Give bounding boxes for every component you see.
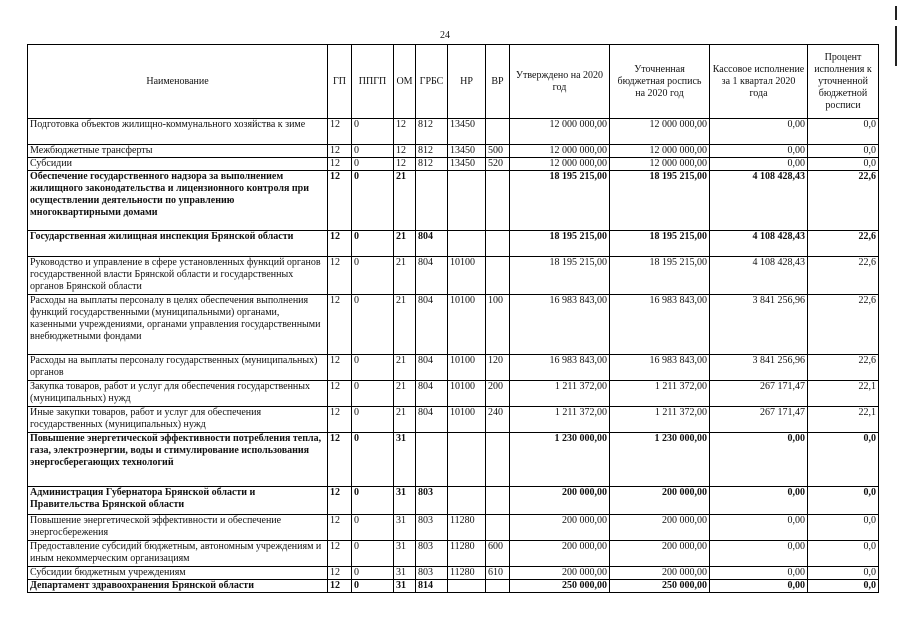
cell-np: 10100 <box>448 257 486 295</box>
table-row <box>28 381 879 407</box>
cell-grbs: 803 <box>416 541 448 567</box>
cell-ppgp: 0 <box>352 158 394 171</box>
table-row <box>28 257 879 295</box>
cell-ppgp: 0 <box>352 171 394 231</box>
cell-np <box>448 580 486 593</box>
cell-name: Руководство и управление в сфере установленных функций органов государственной власти Брянской области и государственных органов Брянской области <box>28 257 328 295</box>
cell-refined: 18 195 215,00 <box>610 171 710 231</box>
cell-percent: 22,6 <box>808 295 879 355</box>
cell-ppgp: 0 <box>352 580 394 593</box>
table-row <box>28 119 879 145</box>
cell-percent: 22,6 <box>808 257 879 295</box>
header-vr: ВР <box>486 45 510 119</box>
cell-grbs: 804 <box>416 257 448 295</box>
table-row <box>28 515 879 541</box>
cell-om: 31 <box>394 541 416 567</box>
cell-om: 21 <box>394 355 416 381</box>
cell-np: 10100 <box>448 381 486 407</box>
cell-grbs: 804 <box>416 381 448 407</box>
cell-approved: 1 230 000,00 <box>510 433 610 487</box>
cell-np <box>448 231 486 257</box>
cell-gp: 12 <box>328 487 352 515</box>
cell-gp: 12 <box>328 295 352 355</box>
cell-om: 21 <box>394 171 416 231</box>
cell-refined: 200 000,00 <box>610 567 710 580</box>
cell-gp: 12 <box>328 567 352 580</box>
cell-percent: 22,6 <box>808 231 879 257</box>
cell-om: 31 <box>394 567 416 580</box>
cell-np: 13450 <box>448 158 486 171</box>
cell-approved: 200 000,00 <box>510 567 610 580</box>
cell-np: 11280 <box>448 541 486 567</box>
cell-name: Повышение энергетической эффективности и обеспечение энергосбережения <box>28 515 328 541</box>
cell-om: 31 <box>394 487 416 515</box>
header-approved: Утверждено на 2020 год <box>510 45 610 119</box>
cell-np <box>448 487 486 515</box>
cell-om: 21 <box>394 407 416 433</box>
header-percent: Процент исполнения к уточненной бюджетной росписи <box>808 45 879 119</box>
cell-approved: 200 000,00 <box>510 541 610 567</box>
cell-percent: 22,1 <box>808 407 879 433</box>
cell-approved: 1 211 372,00 <box>510 407 610 433</box>
cell-om: 31 <box>394 433 416 487</box>
table-row <box>28 171 879 231</box>
cell-gp: 12 <box>328 171 352 231</box>
cell-om: 31 <box>394 515 416 541</box>
cell-cash: 0,00 <box>710 515 808 541</box>
cell-refined: 16 983 843,00 <box>610 355 710 381</box>
cell-np: 13450 <box>448 145 486 158</box>
cell-vr: 240 <box>486 407 510 433</box>
budget-table <box>27 44 879 593</box>
table-header-row <box>28 45 879 119</box>
cell-grbs <box>416 171 448 231</box>
cell-ppgp: 0 <box>352 407 394 433</box>
cell-np: 11280 <box>448 515 486 541</box>
cell-np <box>448 171 486 231</box>
cell-vr: 520 <box>486 158 510 171</box>
cell-cash: 3 841 256,96 <box>710 295 808 355</box>
cell-name: Иные закупки товаров, работ и услуг для обеспечения государственных (муниципальных) нужд <box>28 407 328 433</box>
cell-approved: 12 000 000,00 <box>510 119 610 145</box>
cell-vr: 500 <box>486 145 510 158</box>
cell-ppgp: 0 <box>352 487 394 515</box>
table-row <box>28 295 879 355</box>
scan-edge-mark <box>895 26 897 66</box>
cell-grbs: 804 <box>416 295 448 355</box>
cell-ppgp: 0 <box>352 295 394 355</box>
cell-gp: 12 <box>328 381 352 407</box>
table-row <box>28 158 879 171</box>
cell-name: Департамент здравоохранения Брянской области <box>28 580 328 593</box>
table-row <box>28 580 879 593</box>
cell-grbs: 803 <box>416 487 448 515</box>
cell-ppgp: 0 <box>352 381 394 407</box>
cell-ppgp: 0 <box>352 231 394 257</box>
cell-vr: 200 <box>486 381 510 407</box>
cell-gp: 12 <box>328 355 352 381</box>
cell-name: Расходы на выплаты персоналу в целях обеспечения выполнения функций государственными (муниципальными) органами, казенными учреждениями, органами управления государственными внебюджетными фондами <box>28 295 328 355</box>
cell-refined: 250 000,00 <box>610 580 710 593</box>
cell-name: Закупка товаров, работ и услуг для обеспечения государственных (муниципальных) нужд <box>28 381 328 407</box>
cell-vr <box>486 433 510 487</box>
cell-grbs: 804 <box>416 231 448 257</box>
cell-refined: 12 000 000,00 <box>610 158 710 171</box>
cell-cash: 3 841 256,96 <box>710 355 808 381</box>
cell-vr <box>486 580 510 593</box>
cell-refined: 200 000,00 <box>610 541 710 567</box>
cell-percent: 0,0 <box>808 487 879 515</box>
cell-cash: 0,00 <box>710 567 808 580</box>
cell-om: 21 <box>394 295 416 355</box>
cell-refined: 1 211 372,00 <box>610 381 710 407</box>
cell-vr: 600 <box>486 541 510 567</box>
cell-name: Межбюджетные трансферты <box>28 145 328 158</box>
header-cash: Кассовое исполнение за 1 квартал 2020 года <box>710 45 808 119</box>
cell-name: Государственная жилищная инспекция Брянской области <box>28 231 328 257</box>
cell-approved: 12 000 000,00 <box>510 158 610 171</box>
cell-om: 21 <box>394 257 416 295</box>
header-om: ОМ <box>394 45 416 119</box>
cell-percent: 0,0 <box>808 158 879 171</box>
cell-refined: 18 195 215,00 <box>610 231 710 257</box>
cell-cash: 267 171,47 <box>710 381 808 407</box>
cell-name: Администрация Губернатора Брянской области и Правительства Брянской области <box>28 487 328 515</box>
cell-ppgp: 0 <box>352 119 394 145</box>
cell-gp: 12 <box>328 541 352 567</box>
header-gp: ГП <box>328 45 352 119</box>
cell-cash: 0,00 <box>710 541 808 567</box>
cell-cash: 0,00 <box>710 433 808 487</box>
cell-cash: 0,00 <box>710 580 808 593</box>
cell-gp: 12 <box>328 231 352 257</box>
cell-name: Предоставление субсидий бюджетным, автономным учреждениям и иным некоммерческим организациям <box>28 541 328 567</box>
cell-percent: 22,6 <box>808 171 879 231</box>
cell-grbs: 803 <box>416 515 448 541</box>
cell-percent: 0,0 <box>808 580 879 593</box>
cell-name: Подготовка объектов жилищно-коммунального хозяйства к зиме <box>28 119 328 145</box>
cell-approved: 16 983 843,00 <box>510 295 610 355</box>
cell-refined: 200 000,00 <box>610 487 710 515</box>
cell-approved: 18 195 215,00 <box>510 231 610 257</box>
header-name: Наименование <box>28 45 328 119</box>
cell-cash: 0,00 <box>710 487 808 515</box>
cell-vr <box>486 231 510 257</box>
cell-percent: 22,1 <box>808 381 879 407</box>
cell-approved: 18 195 215,00 <box>510 171 610 231</box>
cell-refined: 1 211 372,00 <box>610 407 710 433</box>
cell-ppgp: 0 <box>352 433 394 487</box>
cell-percent: 0,0 <box>808 541 879 567</box>
cell-refined: 18 195 215,00 <box>610 257 710 295</box>
cell-grbs: 812 <box>416 145 448 158</box>
cell-grbs: 812 <box>416 119 448 145</box>
cell-percent: 22,6 <box>808 355 879 381</box>
cell-gp: 12 <box>328 580 352 593</box>
table-row <box>28 487 879 515</box>
table-row <box>28 355 879 381</box>
cell-ppgp: 0 <box>352 145 394 158</box>
cell-approved: 1 211 372,00 <box>510 381 610 407</box>
header-ppgp: ППГП <box>352 45 394 119</box>
cell-refined: 16 983 843,00 <box>610 295 710 355</box>
cell-ppgp: 0 <box>352 515 394 541</box>
cell-percent: 0,0 <box>808 567 879 580</box>
cell-name: Повышение энергетической эффективности потребления тепла, газа, электроэнергии, воды и стимулирование использования энергосберегающих технологий <box>28 433 328 487</box>
cell-grbs: 803 <box>416 567 448 580</box>
cell-cash: 4 108 428,43 <box>710 171 808 231</box>
cell-refined: 1 230 000,00 <box>610 433 710 487</box>
cell-cash: 4 108 428,43 <box>710 257 808 295</box>
cell-np: 10100 <box>448 355 486 381</box>
scan-edge-mark <box>895 6 897 20</box>
cell-vr <box>486 119 510 145</box>
cell-percent: 0,0 <box>808 433 879 487</box>
cell-np <box>448 433 486 487</box>
cell-ppgp: 0 <box>352 567 394 580</box>
cell-gp: 12 <box>328 119 352 145</box>
cell-refined: 12 000 000,00 <box>610 119 710 145</box>
cell-refined: 12 000 000,00 <box>610 145 710 158</box>
cell-grbs: 812 <box>416 158 448 171</box>
cell-om: 21 <box>394 231 416 257</box>
table-row <box>28 433 879 487</box>
cell-ppgp: 0 <box>352 355 394 381</box>
cell-om: 12 <box>394 158 416 171</box>
cell-approved: 200 000,00 <box>510 515 610 541</box>
cell-ppgp: 0 <box>352 541 394 567</box>
cell-cash: 0,00 <box>710 119 808 145</box>
cell-approved: 12 000 000,00 <box>510 145 610 158</box>
cell-name: Обеспечение государственного надзора за выполнением жилищного законодательства и лицензионного контроля при осуществлении деятельности по управлению многоквартирными домами <box>28 171 328 231</box>
table-row <box>28 145 879 158</box>
cell-grbs: 804 <box>416 407 448 433</box>
cell-om: 12 <box>394 145 416 158</box>
cell-name: Расходы на выплаты персоналу государственных (муниципальных) органов <box>28 355 328 381</box>
header-refined: Уточненная бюджетная роспись на 2020 год <box>610 45 710 119</box>
cell-gp: 12 <box>328 145 352 158</box>
cell-percent: 0,0 <box>808 145 879 158</box>
cell-np: 10100 <box>448 407 486 433</box>
cell-gp: 12 <box>328 158 352 171</box>
cell-percent: 0,0 <box>808 515 879 541</box>
cell-grbs: 814 <box>416 580 448 593</box>
cell-approved: 16 983 843,00 <box>510 355 610 381</box>
cell-approved: 18 195 215,00 <box>510 257 610 295</box>
cell-cash: 0,00 <box>710 145 808 158</box>
cell-vr <box>486 257 510 295</box>
table-row <box>28 541 879 567</box>
cell-np: 10100 <box>448 295 486 355</box>
cell-cash: 0,00 <box>710 158 808 171</box>
cell-gp: 12 <box>328 515 352 541</box>
cell-name: Субсидии бюджетным учреждениям <box>28 567 328 580</box>
cell-np: 11280 <box>448 567 486 580</box>
cell-gp: 12 <box>328 257 352 295</box>
cell-vr: 610 <box>486 567 510 580</box>
page-number: 24 <box>440 30 450 41</box>
cell-om: 31 <box>394 580 416 593</box>
cell-approved: 250 000,00 <box>510 580 610 593</box>
cell-percent: 0,0 <box>808 119 879 145</box>
cell-np: 13450 <box>448 119 486 145</box>
cell-om: 12 <box>394 119 416 145</box>
cell-om: 21 <box>394 381 416 407</box>
cell-vr <box>486 171 510 231</box>
cell-grbs: 804 <box>416 355 448 381</box>
cell-grbs <box>416 433 448 487</box>
table-row <box>28 231 879 257</box>
cell-cash: 267 171,47 <box>710 407 808 433</box>
cell-gp: 12 <box>328 433 352 487</box>
cell-ppgp: 0 <box>352 257 394 295</box>
cell-cash: 4 108 428,43 <box>710 231 808 257</box>
cell-vr: 120 <box>486 355 510 381</box>
cell-vr <box>486 487 510 515</box>
cell-vr: 100 <box>486 295 510 355</box>
table-row <box>28 407 879 433</box>
table-row <box>28 567 879 580</box>
cell-gp: 12 <box>328 407 352 433</box>
cell-vr <box>486 515 510 541</box>
header-np: НР <box>448 45 486 119</box>
cell-refined: 200 000,00 <box>610 515 710 541</box>
cell-name: Субсидии <box>28 158 328 171</box>
cell-approved: 200 000,00 <box>510 487 610 515</box>
header-grbs: ГРБС <box>416 45 448 119</box>
